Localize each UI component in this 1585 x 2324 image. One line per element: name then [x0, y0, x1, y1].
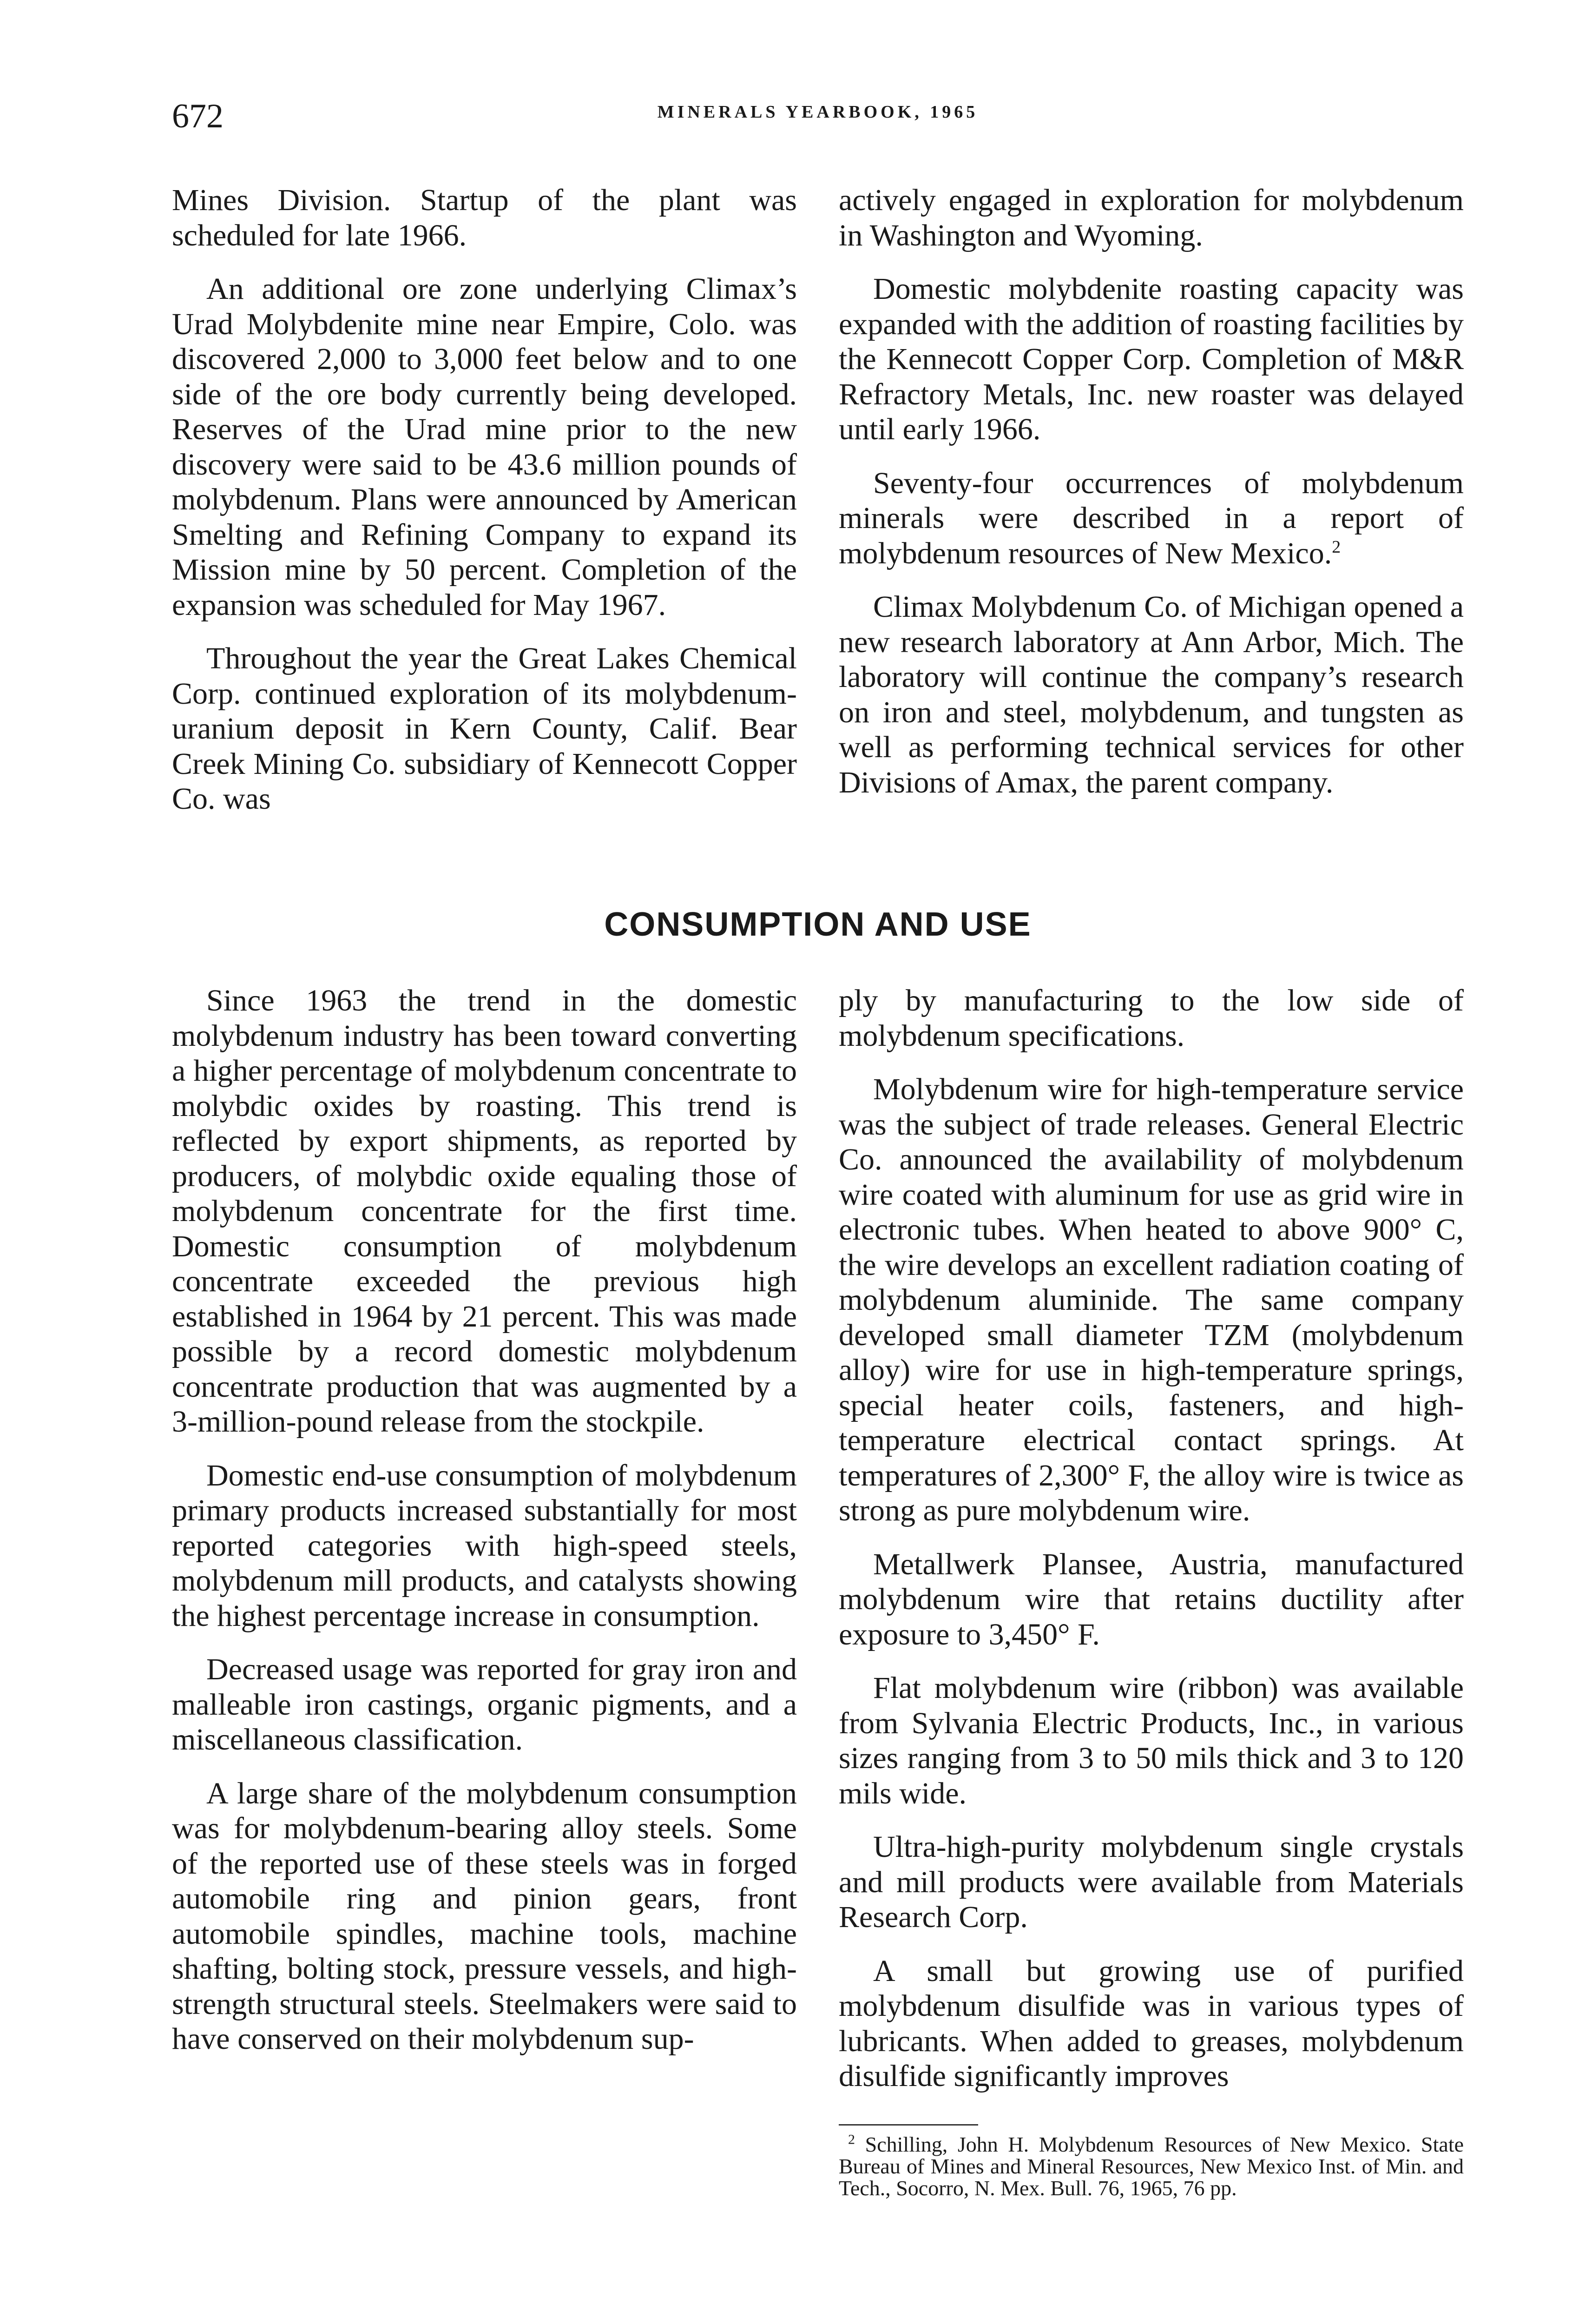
- paragraph: A small but growing use of purified molybdenum disulfide was in various types of lubricants. When added to greases, molybdenum disulfide significantly improves: [839, 1954, 1464, 2093]
- footnote-reference: 2: [1332, 537, 1341, 557]
- paragraph: Flat molybdenum wire (ribbon) was available from Sylvania Electric Products, Inc., in various sizes ranging from 3 to 50 mils thick and 3 to 120 mils wide.: [839, 1671, 1464, 1810]
- paragraph: Throughout the year the Great Lakes Chemical Corp. continued exploration of its molybdenum-uranium deposit in Kern County, Calif. Bear Creek Mining Co. subsidiary of Kennecott Copper Co. was: [172, 641, 797, 816]
- footnote-text: Schilling, John H. Molybdenum Resources of New Mexico. State Bureau of Mines and Mineral Resources, New Mexico Inst. of Min. and Tech., Socorro, N. Mex. Bull. 76, 1965, 76 pp.: [839, 2133, 1464, 2200]
- paragraph: [839, 466, 1464, 571]
- section-right-column: [839, 983, 1464, 2113]
- top-right-column: [839, 183, 1464, 819]
- paragraph: Metallwerk Plansee, Austria, manufactured molybdenum wire that retains ductility after exposure to 3,450° F.: [839, 1547, 1464, 1651]
- footnote: [839, 2133, 1464, 2199]
- paragraph: Climax Molybdenum Co. of Michigan opened a new research laboratory at Ann Arbor, Mich. The laboratory will continue the company’s research on iron and steel, molybdenum, and tungsten as well as performing technical services for other Divisions of Amax, the parent company.: [839, 590, 1464, 799]
- page-number: 672: [172, 97, 224, 135]
- section-heading: CONSUMPTION AND USE: [604, 906, 1032, 943]
- top-left-column: [172, 183, 797, 835]
- paragraph: Domestic end-use consumption of molybdenum primary products increased substantially for most reported categories with high-speed steels, molybdenum mill products, and catalysts showing the highest percentage increase in consumption.: [172, 1458, 797, 1633]
- paragraph: Domestic molybdenite roasting capacity was expanded with the addition of roasting facilities by the Kennecott Copper Corp. Completion of M&R Refractory Metals, Inc. new roaster was delayed until early 1966.: [839, 272, 1464, 446]
- section-left-column: [172, 983, 797, 2075]
- paragraph: Decreased usage was reported for gray iron and malleable iron castings, organic pigments, and a miscellaneous classification.: [172, 1652, 797, 1756]
- running-title: MINERALS YEARBOOK, 1965: [657, 102, 979, 122]
- footnote-divider: [839, 2124, 978, 2126]
- paragraph: ply by manufacturing to the low side of molybdenum specifications.: [839, 984, 1464, 1053]
- page-header: [172, 95, 1464, 137]
- paragraph: Mines Division. Startup of the plant was scheduled for late 1966.: [172, 183, 797, 252]
- paragraph: actively engaged in exploration for molybdenum in Washington and Wyoming.: [839, 183, 1464, 252]
- paragraph-text: Seventy-four occurrences of molybdenum minerals were described in a report of molybdenum resources of New Mexico.: [839, 466, 1464, 570]
- paragraph: An additional ore zone underlying Climax’s Urad Molybdenite mine near Empire, Colo. was discovered 2,000 to 3,000 feet below and to one side of the ore body currently being developed. Reserves of the Urad mine prior to the new discovery were said to be 43.6 million pounds of molybdenum. Plans were announced by American Smelting and Refining Company to expand its Mission mine by 50 percent. Completion of the expansion was scheduled for May 1967.: [172, 272, 797, 622]
- paragraph: Molybdenum wire for high-temperature service was the subject of trade releases. General Electric Co. announced the availability of molybdenum wire coated with aluminum for use as grid wire in electronic tubes. When heated to above 900° C, the wire develops an excellent radiation coating of molybdenum aluminide. The same company developed small diameter TZM (molybdenum alloy) wire for use in high-temperature springs, special heater coils, fasteners, and high-temperature electrical contact springs. At temperatures of 2,300° F, the alloy wire is twice as strong as pure molybdenum wire.: [839, 1072, 1464, 1527]
- paragraph: A large share of the molybdenum consumption was for molybdenum-bearing alloy steels. Some of the reported use of these steels was in forged automobile ring and pinion gears, front automobile spindles, machine tools, machine shafting, bolting stock, pressure vessels, and high-strength structural steels. Steelmakers were said to have conserved on their molybdenum sup-: [172, 1776, 797, 2056]
- paragraph: Since 1963 the trend in the domestic molybdenum industry has been toward converting a higher percentage of molybdenum concentrate to molybdic oxides by roasting. This trend is reflected by export shipments, as reported by producers, of molybdic oxide equaling those of molybdenum concentrate for the first time. Domestic consumption of molybdenum concentrate exceeded the previous high established in 1964 by 21 percent. This was made possible by a record domestic molybdenum concentrate production that was augmented by a 3-million-pound release from the stockpile.: [172, 984, 797, 1439]
- footnote-marker: 2: [848, 2132, 855, 2147]
- paragraph: Ultra-high-purity molybdenum single crystals and mill products were available from Materials Research Corp.: [839, 1830, 1464, 1934]
